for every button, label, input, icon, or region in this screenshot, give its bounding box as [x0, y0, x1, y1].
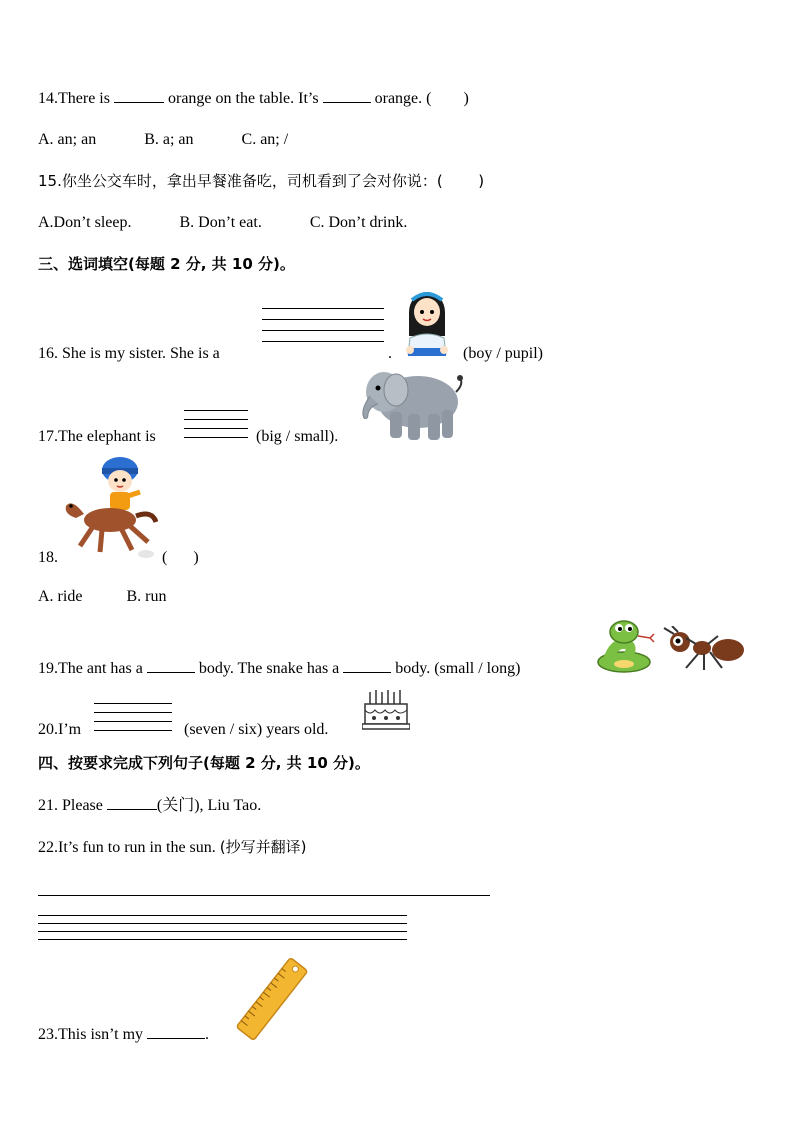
q23-blank[interactable] [147, 1024, 205, 1039]
q20-text-a: 20.I’m [38, 721, 82, 738]
birthday-cake-picture [362, 686, 410, 732]
q14-text-d: ) [463, 90, 469, 107]
boy-riding-horse-picture [62, 454, 158, 564]
q17-choices: (big / small). [256, 428, 339, 445]
q18-stem [38, 548, 58, 568]
q14-stem [38, 88, 469, 109]
q17-stem [38, 427, 156, 447]
q21-text-b: (关门), Liu Tao. [156, 797, 262, 814]
q18-answer [162, 548, 199, 568]
q16-writing-lines[interactable] [262, 308, 384, 342]
q19-blank-1[interactable] [147, 658, 195, 673]
q17-text: 17.The elephant is [38, 428, 156, 445]
q14-blank-2[interactable] [323, 88, 371, 103]
q20-stem [38, 720, 81, 740]
q14-option-a[interactable]: A. an; an [38, 131, 97, 148]
q14-options [38, 130, 288, 150]
q16-dot: . [388, 345, 392, 362]
q18-paren-open: ( [162, 549, 168, 566]
q15-stem [38, 171, 484, 191]
q15-options [38, 213, 407, 233]
q16-text: 16. She is my sister. She is a [38, 345, 220, 362]
q21-blank[interactable] [107, 795, 157, 810]
q18-option-a[interactable]: A. ride [38, 588, 83, 605]
q14-text-a: 14.There is [38, 90, 110, 107]
q20-text-b: (seven / six) years old. [184, 721, 329, 738]
q15-option-c[interactable]: C. Don’t drink. [309, 214, 408, 231]
section-3-title: 三、选词填空(每题 2 分, 共 10 分)。 [38, 255, 295, 273]
q19-blank-2[interactable] [343, 658, 391, 673]
q18-paren-close: ) [193, 549, 199, 566]
q14-blank-1[interactable] [114, 88, 164, 103]
q15-text-end: ) [478, 172, 485, 190]
q20-writing-lines[interactable] [94, 703, 172, 731]
q19-stem [38, 658, 520, 679]
q19-text-c: body. (small / long) [395, 660, 521, 677]
q16-choices: (boy / pupil) [463, 345, 543, 362]
q18-number: 18. [38, 549, 58, 566]
girl-picture [400, 286, 456, 360]
ruler-picture [234, 958, 310, 1040]
q22-text: 22.It’s fun to run in the sun. [38, 839, 216, 856]
q14-text-c: orange. ( [374, 90, 432, 107]
q23-stem [38, 1024, 209, 1045]
ant-picture [656, 626, 748, 672]
snake-picture [594, 616, 656, 676]
q16-stem [38, 344, 220, 364]
q22-note: (抄写并翻译) [219, 838, 307, 856]
q22-copy-lines[interactable] [38, 915, 407, 940]
q22-stem [38, 837, 306, 858]
q21-stem [38, 795, 261, 816]
q23-text-b: . [205, 1026, 210, 1043]
q21-text-a: 21. Please [38, 797, 103, 814]
q22-translation-line[interactable] [38, 895, 490, 896]
q17-writing-lines[interactable] [184, 410, 248, 438]
q14-text-b: orange on the table. It’s [167, 90, 319, 107]
q15-option-a[interactable]: A.Don’t sleep. [38, 214, 132, 231]
section-4-title: 四、按要求完成下列句子(每题 2 分, 共 10 分)。 [38, 754, 370, 772]
q19-text-a: 19.The ant has a [38, 660, 143, 677]
elephant-picture [356, 366, 466, 444]
q18-option-b[interactable]: B. run [126, 588, 167, 605]
q18-options [38, 587, 166, 607]
q19-text-b: body. The snake has a [198, 660, 340, 677]
q23-text-a: 23.This isn’t my [38, 1026, 144, 1043]
q14-option-b[interactable]: B. a; an [144, 131, 194, 148]
q14-option-c[interactable]: C. an; / [241, 131, 289, 148]
q15-option-b[interactable]: B. Don’t eat. [179, 214, 262, 231]
q15-text: 15.你坐公交车时，拿出早餐准备吃，司机看到了会对你说：( [38, 172, 443, 190]
